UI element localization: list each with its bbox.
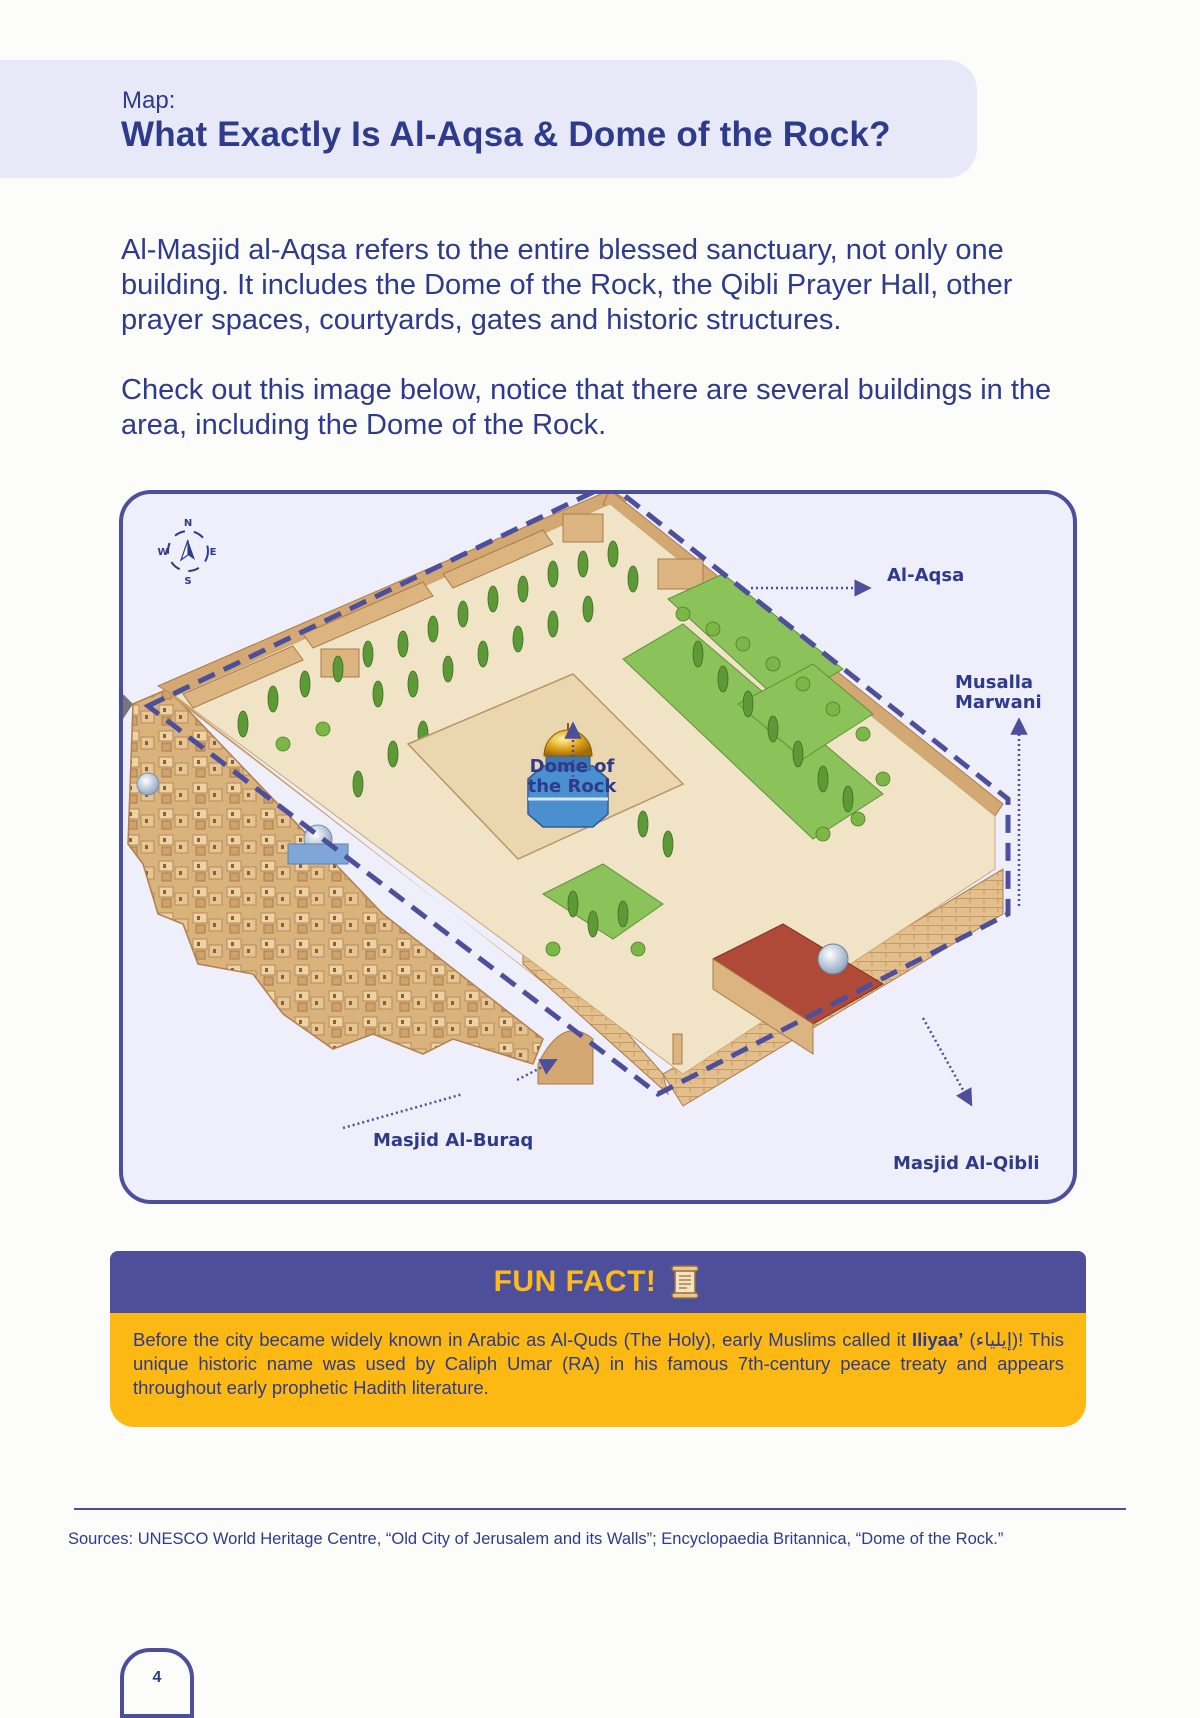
aqsa-illustration xyxy=(123,494,1077,1204)
map-card xyxy=(119,490,1077,1204)
sources-divider xyxy=(74,1508,1126,1510)
header-kicker: Map: xyxy=(122,87,176,114)
fun-fact-header xyxy=(110,1251,1086,1313)
page-number-tab xyxy=(120,1648,194,1718)
intro-paragraph-2: Check out this image below, notice that there are several buildings in the area, including the Dome of the Rock. xyxy=(121,374,1052,441)
compass-n: N xyxy=(183,518,193,529)
fun-fact-body xyxy=(110,1313,1086,1427)
label-masjid-al-buraq: Masjid Al-Buraq xyxy=(373,1130,534,1151)
buraq-leader xyxy=(343,1094,463,1128)
label-masjid-al-qibli: Masjid Al-Qibli xyxy=(893,1153,1040,1174)
fun-fact-text-before: Before the city became widely known in Arabic as Al-Quds (The Holy), early Muslims called it xyxy=(133,1329,912,1350)
label-dome-line1: Dome of xyxy=(529,756,615,777)
fun-fact-text-after: (إيلياء)! This unique historic name was used by Caliph Umar (RA) in his famous 7th-century peace treaty and appears throughout early prophetic Hadith literature. xyxy=(133,1329,1064,1398)
compass-e: E xyxy=(209,547,217,558)
sources-citation: Sources: UNESCO World Heritage Centre, “Old City of Jerusalem and its Walls”; Encyclopaedia Britannica, “Dome of the Rock.” xyxy=(68,1530,1004,1548)
page-title: What Exactly Is Al-Aqsa & Dome of the Rock? xyxy=(121,115,891,154)
label-dome-line2: the Rock xyxy=(527,776,617,797)
intro-text xyxy=(121,233,1081,478)
compass-w: W xyxy=(157,547,169,558)
compass-s: S xyxy=(184,576,192,587)
label-musalla-line1: Musalla xyxy=(955,672,1034,693)
label-musalla-line2: Marwani xyxy=(955,692,1042,713)
intro-paragraph-1: Al-Masjid al-Aqsa refers to the entire blessed sanctuary, not only one building. It includes the Dome of the Rock, the Qibli Prayer Hall, other prayer spaces, courtyards, gates and historic structures. xyxy=(121,234,1013,336)
page-number: 4 xyxy=(152,1669,162,1686)
compass-icon xyxy=(157,518,216,587)
scroll-icon xyxy=(668,1264,702,1300)
buraq-wall xyxy=(538,1031,593,1084)
label-al-aqsa: Al-Aqsa xyxy=(887,565,965,586)
fun-fact-title: FUN FACT! xyxy=(493,1265,657,1298)
fun-fact-highlight: Iliyaa’ xyxy=(911,1329,964,1350)
